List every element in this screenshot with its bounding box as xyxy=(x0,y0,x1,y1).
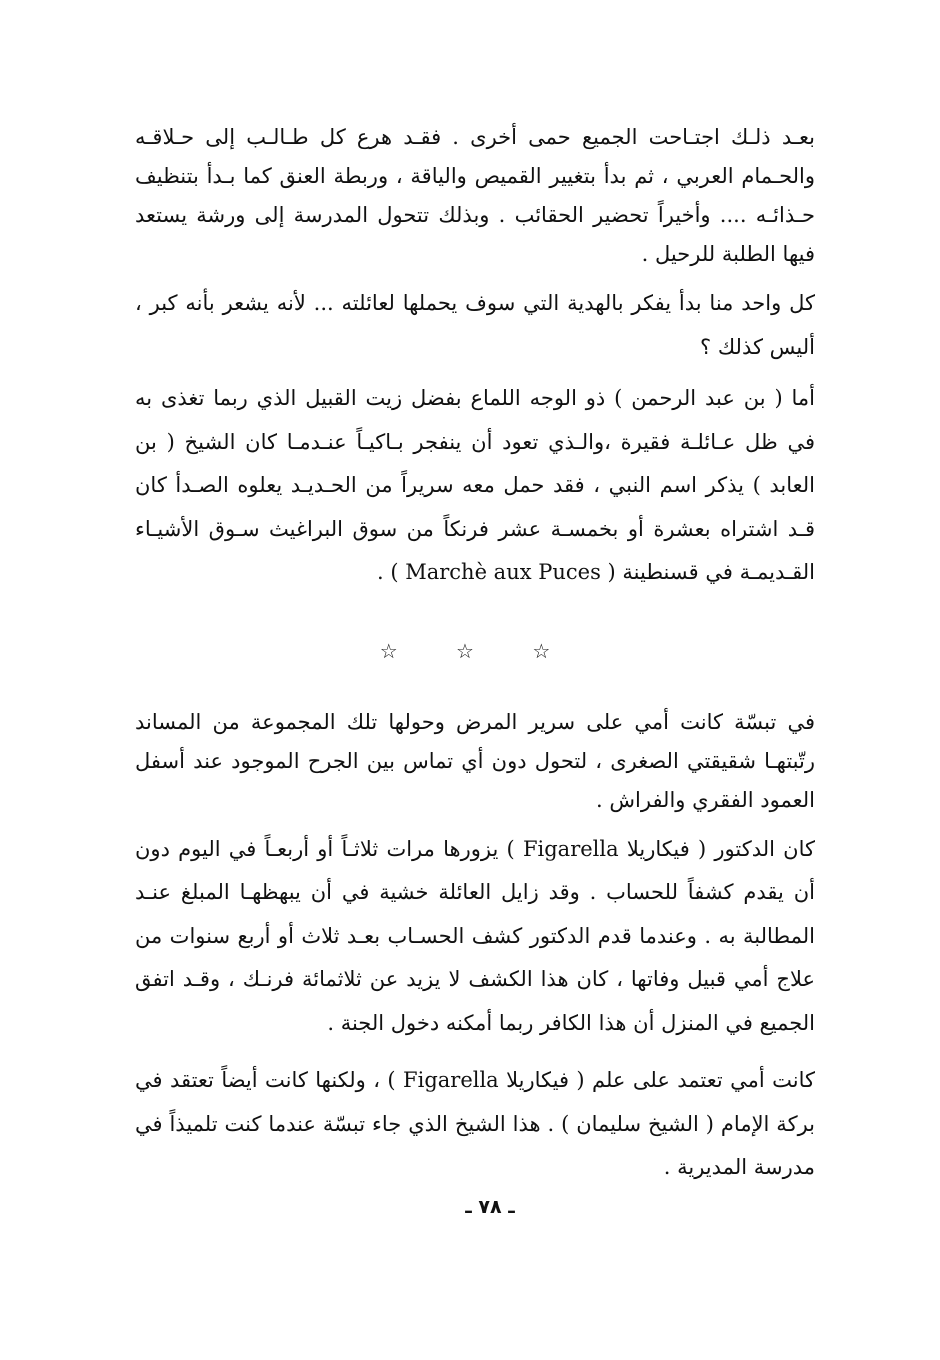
paragraph-3: أما ( بن عبد الرحمن ) ذو الوجه اللماع بفضل زيت القبيل الذي ربما تغذى به في ظل عـائلـة فقيرة ،والـذي تعود أن ينفجر بـاكيـاً عنـدمـا كان الشيخ ( بن العابد ) يذكر اسم النبي ، فقد حمل معه سريراً من الحـديـد يعلوه الصـدأ كان قـد اشتراه بعشرة أو بخمسـة عشر فرنكاً من سوق البراغيث سـوق الأشيـاء القـديمـة في قسنطينة ( Marchè aux Puces ) . xyxy=(135,386,815,584)
page-number: ـ ٧٨ ـ xyxy=(465,1196,515,1218)
paragraph-4: في تبسّة كانت أمي على سرير المرض وحولها تلك المجموعة من المساند رتّبتهـا شقيقتي الصغرى ، لتحول دون أي تماس بين الجرح الموجود عند أسفل العمود الفقري والفراش . xyxy=(135,709,815,812)
paragraph-5: كان الدكتور ( فيكاريلا Figarella ) يزورها مرات ثلاثـاً أو أربعـاً في اليوم دون أن يقدم كشفاً للحساب . وقد زايل العائلة خشية في أن يبهظهـا المبلغ عنـد المطالبة به . وعندما قدم الدكتور كشف الحسـاب بعـد ثلاث أو أربع سنوات من علاج أمي قبيل وفاتها ، كان هذا الكشف لا يزيد عن ثلاثمائة فرنـك ، وقـد اتفق الجميع في المنزل أن هذا الكافر ربما أمكنه دخول الجنة . xyxy=(135,836,815,1035)
paragraph-6: كانت أمي تعتمد على علم ( فيكاريلا Figarella ) ، ولكنها كانت أيضاً تعتقد في بركة الإمام ( الشيخ سليمان ) . هذا الشيخ الذي جاء تبسّة عندما كنت تلميذاً في مدرسة المديرية . xyxy=(135,1068,815,1179)
star-icon: ☆ xyxy=(379,638,398,663)
star-icon: ☆ xyxy=(532,638,551,663)
star-icon: ☆ xyxy=(456,638,474,663)
paragraph-1: بعـد ذلـك اجتـاحت الجميع حمى أخرى . فقـد هرع كل طـالـب إلى حـلاقـه والحـمام العربي ، ثم بدأ بتغيير القميص والياقة ، وربطة العنق كما بـدأ بتنظيف حـذائـه .... وأخيراً تحضير الحقائب . وبذلك تتحول المدرسة إلى ورشة يستعد فيها الطلبة للرحيل . xyxy=(135,125,815,266)
page-body xyxy=(135,118,815,1190)
section-separator xyxy=(135,639,815,663)
paragraph-2: كل واحد منا بدأ يفكر بالهدية التي سوف يحملها لعائلته ... لأنه يشعر بأنه كبر ، أليس كذلك ؟ xyxy=(135,291,815,359)
